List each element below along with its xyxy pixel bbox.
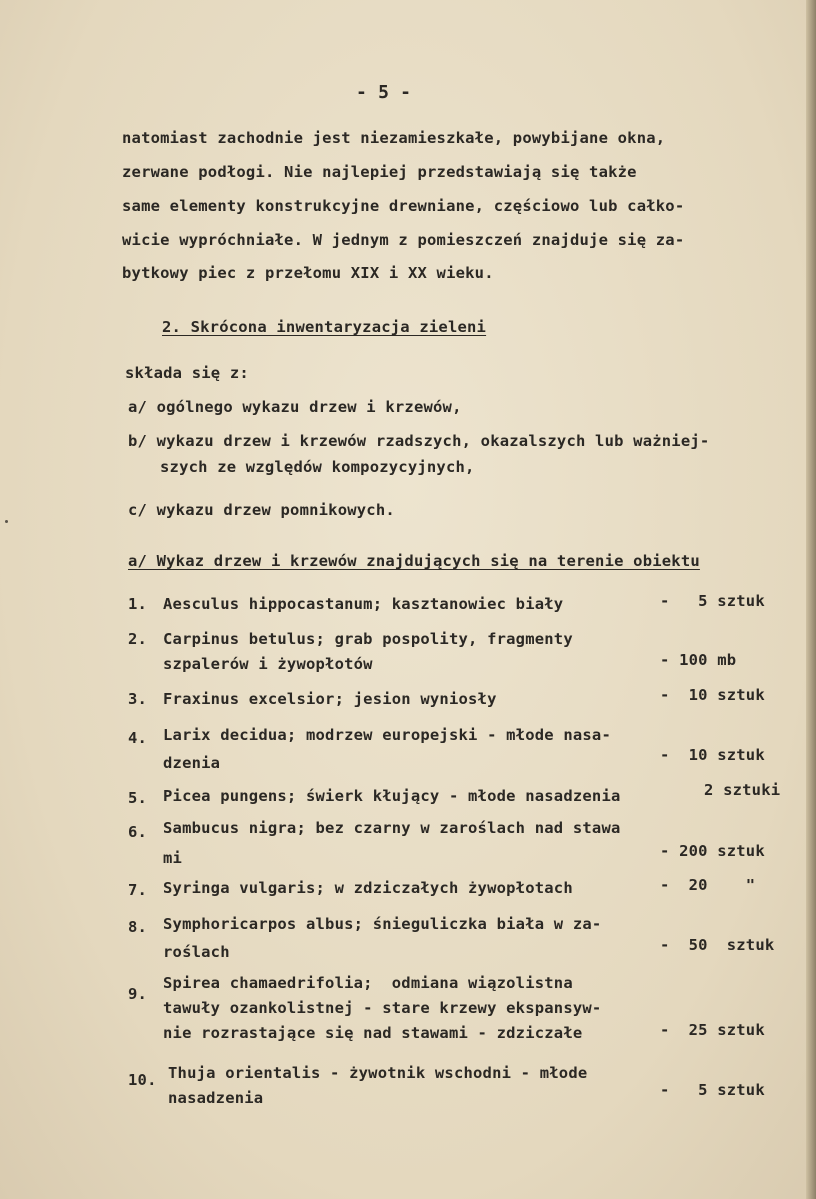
list-item-quantity: - 200 sztuk: [660, 842, 765, 860]
list-item-text: Picea pungens; świerk kłujący - młode nasadzenia: [163, 787, 621, 805]
list-item-text-continued: nie rozrastające się nad stawami - zdziczałe: [163, 1024, 583, 1042]
list-item-number: 4.: [128, 729, 148, 747]
sublist-item: c/ wykazu drzew pomnikowych.: [128, 501, 395, 519]
list-item-text-continued: szpalerów i żywopłotów: [163, 655, 373, 673]
list-item-text: Sambucus nigra; bez czarny w zaroślach nad stawa: [163, 819, 621, 837]
paragraph-line: same elementy konstrukcyjne drewniane, częściowo lub całko-: [122, 197, 685, 215]
list-item-number: 5.: [128, 789, 148, 807]
paragraph-line: natomiast zachodnie jest niezamieszkałe, powybijane okna,: [122, 129, 666, 147]
paragraph-line: bytkowy piec z przełomu XIX i XX wieku.: [122, 264, 494, 282]
list-item-number: 7.: [128, 881, 148, 899]
list-item-text: Carpinus betulus; grab pospolity, fragmenty: [163, 630, 573, 648]
list-item-text: Fraxinus excelsior; jesion wyniosły: [163, 690, 497, 708]
intro-text: składa się z:: [125, 364, 249, 382]
list-item-quantity: - 10 sztuk: [660, 686, 765, 704]
list-item-quantity: - 25 sztuk: [660, 1021, 765, 1039]
list-item-quantity: - 5 sztuk: [660, 1081, 765, 1099]
sublist-item: b/ wykazu drzew i krzewów rzadszych, okazalszych lub ważniej-: [128, 432, 710, 450]
list-item-text-continued: nasadzenia: [168, 1089, 264, 1107]
list-item-text-continued: roślach: [163, 943, 230, 961]
list-item-number: 3.: [128, 690, 148, 708]
list-item-quantity: - 5 sztuk: [660, 592, 765, 610]
list-item-text: Thuja orientalis - żywotnik wschodni - młode: [168, 1064, 588, 1082]
list-item-text: Symphoricarpos albus; śnieguliczka biała w za-: [163, 915, 602, 933]
list-item-number: 10.: [128, 1071, 157, 1089]
list-item-quantity: - 20 ": [660, 876, 756, 894]
list-item-text-continued: mi: [163, 849, 183, 867]
page-edge-shadow: [806, 0, 816, 1199]
sublist-item-continued: szych ze względów kompozycyjnych,: [160, 458, 475, 476]
list-item-text-continued: dzenia: [163, 754, 221, 772]
paragraph-line: wicie wypróchniałe. W jednym z pomieszczeń znajduje się za-: [122, 231, 685, 249]
list-item-quantity: - 50 sztuk: [660, 936, 775, 954]
list-item-quantity: - 10 sztuk: [660, 746, 765, 764]
list-item-number: 9.: [128, 985, 148, 1003]
list-item-text: Syringa vulgaris; w zdziczałych żywopłotach: [163, 879, 573, 897]
list-item-text: Spirea chamaedrifolia; odmiana wiązolistna: [163, 974, 573, 992]
list-item-number: 8.: [128, 918, 148, 936]
table-heading: a/ Wykaz drzew i krzewów znajdujących się na terenie obiektu: [128, 552, 700, 570]
sublist-item: a/ ogólnego wykazu drzew i krzewów,: [128, 398, 462, 416]
list-item-quantity: 2 sztuki: [704, 781, 781, 799]
list-item-number: 1.: [128, 595, 148, 613]
page-number: - 5 -: [356, 82, 412, 103]
list-item-quantity: - 100 mb: [660, 651, 737, 669]
list-item-text-continued: tawuły ozankolistnej - stare krzewy ekspansyw-: [163, 999, 602, 1017]
list-item-number: 2.: [128, 630, 148, 648]
list-item-text: Larix decidua; modrzew europejski - młode nasa-: [163, 726, 611, 744]
list-item-number: 6.: [128, 823, 148, 841]
paragraph-line: zerwane podłogi. Nie najlepiej przedstawiają się także: [122, 163, 637, 181]
list-item-text: Aesculus hippocastanum; kasztanowiec biały: [163, 595, 564, 613]
scan-speck: [5, 520, 8, 523]
section-heading: 2. Skrócona inwentaryzacja zieleni: [162, 318, 487, 336]
